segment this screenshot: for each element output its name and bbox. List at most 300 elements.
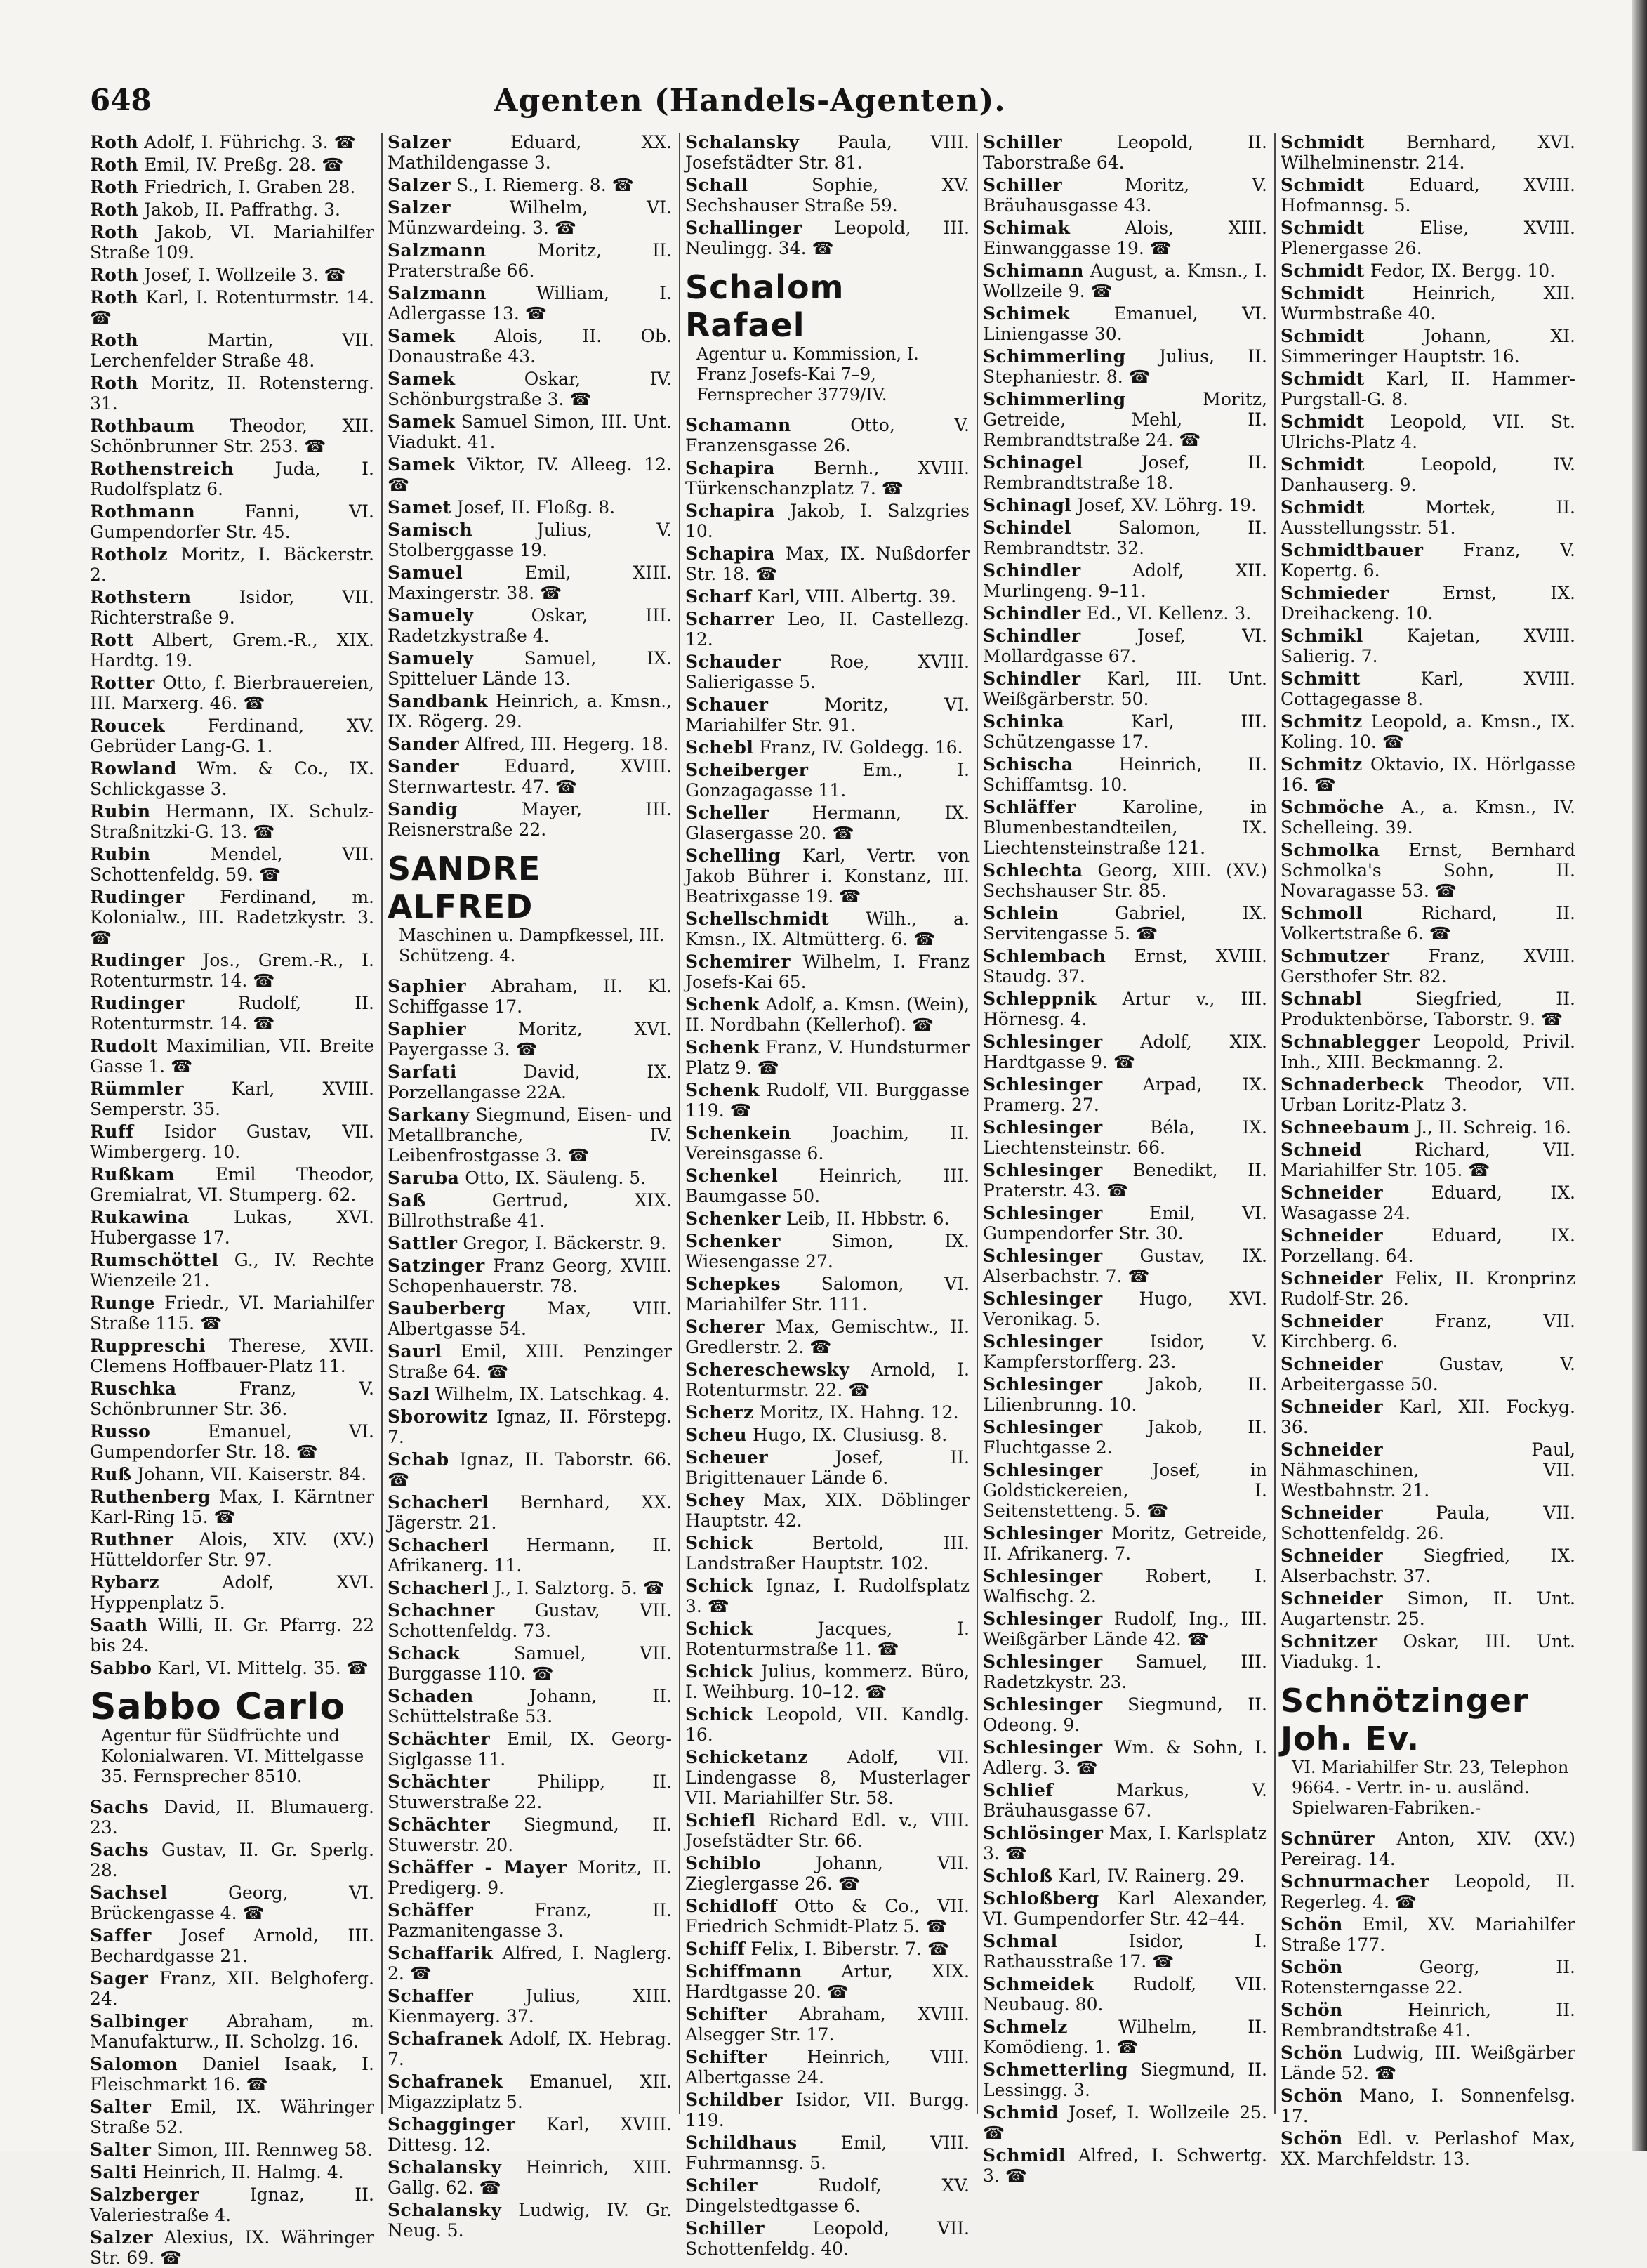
entry-details: Simon, IX. Wiesengasse 27. [685,1231,970,1272]
entry-surname: Roth [90,265,139,285]
entry-details: Béla, IX. Liechtensteinstr. 66. [983,1117,1267,1158]
directory-entry [388,1600,672,1641]
directory-entry [1281,2128,1575,2169]
entry-surname: Schäffer - Mayer [388,1857,567,1878]
column-2 [388,132,673,2241]
entry-surname: Schab [388,1449,449,1470]
entry-surname: Rümmler [90,1079,184,1099]
entry-surname: Schick [685,1618,753,1639]
directory-entry [90,544,374,585]
entry-details: Adolf, XVI. Hyppenplatz 5. [90,1572,374,1613]
directory-entry [1281,1439,1575,1501]
entry-surname: Schlösinger [983,1823,1104,1843]
entry-details: Bertold, III. Landstraßer Hauptstr. 102. [685,1533,970,1574]
entry-surname: Schifter [685,2004,767,2024]
entry-details: Karl, II. Hammer-Purgstall-G. 8. [1281,369,1575,409]
entry-surname: Schnaderbeck [1281,1074,1424,1095]
entry-details: Adolf, a. Kmsn. (Wein), II. Nordbahn (Kellerhof). ☎ [685,994,970,1035]
directory-entry [388,1233,672,1253]
entry-surname: Schlesinger [983,1609,1103,1629]
entry-details: Isidor, VII. Burgg. 119. [685,2090,970,2130]
entry-details: Jacques, I. Rotenturmstraße 11. ☎ [685,1618,970,1659]
entry-surname: Schlesinger [983,1374,1103,1395]
entry-details: Lukas, XVI. Hubergasse 17. [90,1207,375,1248]
directory-entry [90,2054,374,2095]
entry-details: Franz, IV. Goldegg. 16. [759,737,963,758]
entry-surname: Schlembach [983,946,1106,966]
entry-details: Theodor, XII. Schönbrunner Str. 253. ☎ [90,416,374,456]
entry-surname: Schelling [685,845,781,866]
entry-details: Oktavio, IX. Hörlgasse 16. ☎ [1281,754,1575,795]
directory-entry [1281,1031,1575,1072]
entry-surname: Salzer [388,132,451,152]
directory-entry [1281,1545,1575,1586]
entry-details: Max, XIX. Döblinger Hauptstr. 42. [685,1490,970,1531]
entry-surname: Schamann [685,415,791,435]
entry-details: Moritz, IX. Hahng. 12. [759,1402,959,1423]
entry-surname: Sander [388,756,459,777]
entry-surname: Roth [90,132,139,152]
entry-details: Bernhard, XX. Jägerstr. 21. [388,1492,672,1533]
entry-details: Adolf, VII. Lindengasse 8, Musterlager VII. Mariahilfer Str. 58. [685,1747,970,1808]
directory-entry [90,2140,374,2160]
directory-entry [983,389,1267,450]
advertisement-block [90,1688,374,1787]
entry-surname: Schacherl [388,1535,489,1555]
entry-details: Wm. & Co., IX. Schlickgasse 3. [90,758,374,799]
directory-entry [685,2047,970,2088]
entry-surname: Russo [90,1421,151,1442]
entry-surname: Schauer [685,694,769,715]
entry-details: Max, I. Karlsplatz 3. ☎ [983,1823,1267,1864]
directory-entry [388,1986,672,2026]
entry-details: Ferdinand, XV. Gebrüder Lang-G. 1. [90,716,374,756]
directory-entry [90,1572,374,1613]
directory-entry [388,1190,672,1231]
entry-surname: Schächter [388,1729,491,1749]
entry-surname: Schnabl [1281,989,1363,1009]
entry-details: Emil, XV. Mariahilfer Straße 177. [1281,1914,1575,1955]
entry-details: Leopold, a. Kmsn., IX. Koling. 10. ☎ [1281,711,1576,752]
entry-surname: Schmidt [1281,497,1365,517]
entry-surname: Schnablegger [1281,1031,1420,1052]
entry-surname: Salti [90,2162,138,2182]
entry-surname: Schiler [685,2175,758,2196]
entry-details: Moritz, Getreide, Mehl, II. Rembrandtstraße 24. ☎ [983,389,1267,450]
directory-entry [90,630,374,671]
entry-details: Samuel, IX. Spitteluer Lände 13. [388,648,672,689]
directory-entry [685,1704,970,1745]
entry-surname: Schindel [983,517,1072,538]
directory-entry [1281,797,1575,838]
entry-details: Karl, IV. Rainerg. 29. [1058,1866,1245,1886]
directory-entry [1281,283,1575,324]
entry-surname: Samek [388,326,456,346]
directory-entry [983,1031,1267,1072]
directory-entry [90,1250,374,1291]
entry-surname: Roth [90,199,139,220]
directory-entry [90,501,374,542]
entry-surname: Sandig [388,799,458,819]
directory-entry [388,175,672,195]
entry-surname: Schneider [1281,1182,1384,1203]
entry-details: Juda, I. Rudolfsplatz 6. [90,459,374,499]
entry-details: Alois, XIV. (XV.) Hütteldorfer Str. 97. [90,1529,374,1570]
directory-entry [685,1208,970,1229]
entry-surname: Samuel [388,562,463,583]
entry-details: Ignaz, II. Förstерg. 7. [388,1406,673,1447]
entry-details: Karl Alexander, VI. Gumpendorfer Str. 42–44. [983,1888,1267,1929]
entry-details: Josef, XV. Löhrg. 19. [1077,495,1257,515]
entry-surname: Scheller [685,803,769,823]
entry-surname: Rybarz [90,1572,159,1593]
entry-surname: Samet [388,497,451,517]
entry-details: Heinrich, II. Schiffamtsg. 10. [983,754,1267,795]
directory-entry [983,1609,1267,1649]
directory-entry [983,1203,1267,1244]
entry-surname: Schimann [983,261,1084,281]
entry-surname: Roucek [90,716,166,736]
entry-surname: Schenker [685,1208,781,1229]
directory-entry [388,132,672,173]
advertisement-title: SANDRE ALFRED [388,850,541,925]
entry-details: Gustav, II. Gr. Sperlg. 28. [90,1840,374,1880]
directory-entry [388,1255,672,1296]
entry-details: Jakob, II. Fluchtgasse 2. [983,1417,1267,1458]
entry-surname: Roth [90,287,139,308]
entry-surname: Sachs [90,1840,150,1860]
directory-entry [1281,261,1575,281]
entry-details: Ignaz, I. Rudolfsplatz 3. ☎ [685,1576,970,1616]
directory-entry [685,694,970,735]
directory-entry [90,1464,374,1484]
directory-entry [983,2102,1267,2143]
directory-entry [685,1425,970,1445]
entry-surname: Schlesinger [983,1417,1103,1437]
entry-details: Karoline, in Blumenbestandteilen, IX. Liechtensteinstraße 121. [983,797,1267,858]
directory-entry [388,369,672,409]
entry-details: Siegfried, IX. Alserbachstr. 37. [1281,1545,1576,1586]
advertisement-text: Agentur u. Kommission, I. Franz Josefs-Kai 7–9, Fernsprecher 3779/IV. [696,344,919,404]
directory-entry [388,1406,672,1447]
entry-surname: Schaffer [388,1986,474,2006]
directory-entry [685,1402,970,1423]
directory-entry [90,1529,374,1570]
entry-surname: Salzer [90,2227,154,2248]
entry-surname: Schiller [983,132,1063,152]
directory-entry [983,1246,1267,1286]
directory-entry [685,1166,970,1206]
entry-details: Paul, Nähmaschinen, VII. Westbahnstr. 21. [1281,1439,1575,1501]
entry-details: Heinrich, II. Halmg. 4. [143,2162,344,2182]
entry-surname: Schalansky [685,132,800,152]
directory-entry [90,459,374,499]
directory-entry [685,1123,970,1163]
entry-details: A., a. Kmsn., IV. Schelleing. 39. [1281,797,1575,838]
advertisement-title: Schalom Rafael [685,268,845,344]
entry-surname: Saurl [388,1341,442,1362]
entry-surname: Schaden [388,1686,474,1706]
entry-details: J., II. Schreig. 16. [1415,1117,1571,1138]
directory-entry [1281,1182,1575,1223]
entry-details: Siegmund, II. Lessingg. 3. [983,2059,1267,2100]
directory-entry [90,758,374,799]
entry-surname: Schiller [983,175,1063,195]
entry-surname: Schnitzer [1281,1631,1378,1651]
entry-surname: Schey [685,1490,745,1510]
entry-surname: Schlesinger [983,1566,1103,1586]
entry-surname: Schlein [983,903,1059,923]
directory-entry [388,1857,672,1898]
entry-details: Johann, XI. Simmeringer Hauptstr. 16. [1281,326,1575,367]
entry-details: Otto, IX. Säuleng. 5. [465,1168,647,1188]
entry-surname: Samuely [388,648,474,668]
column-3 [685,132,970,2259]
directory-entry [1281,1225,1575,1266]
entry-surname: Sattler [388,1233,458,1253]
entry-details: Sophie, XV. Sechshauser Straße 59. [685,175,970,216]
directory-entry [388,326,672,367]
entry-details: Franz, V. Hundsturmer Platz 9. ☎ [685,1037,970,1078]
entry-surname: Schapira [685,543,775,564]
entry-surname: Schenk [685,1080,760,1100]
entry-surname: Schlesinger [983,1288,1103,1309]
directory-entry [685,1896,970,1937]
entry-surname: Salzer [388,175,451,195]
entry-surname: Schlesinger [983,1074,1103,1095]
directory-entry [90,1164,374,1205]
directory-entry [1281,218,1575,258]
entry-details: Siegmund, II. Stuwerstr. 20. [388,1814,672,1855]
entry-surname: Schick [685,1704,753,1725]
entry-details: Paula, VII. Schottenfeldg. 26. [1281,1503,1576,1543]
entry-surname: Schapira [685,458,775,478]
entry-surname: Sauberberg [388,1298,506,1319]
directory-entry [685,994,970,1035]
entry-details: Karl, XVIII. Semperstr. 35. [90,1079,374,1119]
advertisement-text: Agentur für Südfrüchte und Kolonialwaren. VI. Mittelgasse 35. Fernsprecher 8510. [101,1726,364,1786]
entry-surname: Ruppreschi [90,1336,206,1356]
entry-surname: Rußkam [90,1164,175,1185]
directory-entry [983,1737,1267,1778]
directory-entry [983,1566,1267,1607]
entry-details: Josef, II. Floßg. 8. [456,497,616,517]
entry-surname: Schenk [685,1037,760,1057]
entry-surname: Schischa [983,754,1073,774]
entry-surname: Schlesinger [983,1737,1103,1758]
entry-surname: Rukawina [90,1207,190,1227]
entry-details: Emanuel, VI. Gumpendorfer Str. 18. ☎ [90,1421,375,1462]
entry-details: Emil, IX. Georg-Siglgasse 11. [388,1729,672,1769]
entry-surname: Rudinger [90,993,185,1013]
running-head: Agenten (Handels-Agenten). [494,83,1006,119]
entry-surname: Schmeidek [983,1974,1094,1994]
entry-surname: Roth [90,373,139,393]
entry-details: Isidor Gustav, VII. Wimbergerg. 10. [90,1121,374,1162]
entry-surname: Schlesinger [983,1460,1103,1480]
directory-entry [90,265,374,285]
directory-entry [90,2097,374,2137]
entry-surname: Schick [685,1661,753,1682]
entry-surname: Schlief [983,1780,1054,1800]
entry-details: Hugo, IX. Clusiusg. 8. [753,1425,948,1445]
entry-details: Julius, XIII. Kienmayerg. 37. [388,1986,673,2026]
entry-surname: Schall [685,175,748,195]
directory-entry [983,754,1267,795]
directory-entry [685,2132,970,2173]
entry-details: Mendel, VII. Schottenfeldg. 59. ☎ [90,844,374,885]
entry-details: Ludwig, III. Weißgärber Lände 52. ☎ [1281,2043,1575,2083]
entry-details: David, II. Blumauerg. 23. [90,1797,374,1838]
entry-details: Max, IX. Nußdorfer Str. 18. ☎ [685,543,970,584]
entry-details: Josef, I. Wollzeile 25. ☎ [983,2102,1267,2143]
entry-details: Oskar, III. Radetzkystraße 4. [388,605,672,646]
entry-details: Franz Georg, XVIII. Schopenhauerstr. 78. [388,1255,672,1296]
advertisement-block [685,268,970,405]
entry-details: Ignaz, II. Taborstr. 66. ☎ [388,1449,672,1490]
directory-entry [1281,326,1575,367]
directory-entry [388,1814,672,1855]
entry-details: Artur, XIX. Hardtgasse 20. ☎ [685,1961,970,2002]
entry-details: Leopold, Privil. Inh., XIII. Beckmanng. 2. [1281,1031,1575,1072]
entry-details: Eduard, XVIII. Hofmannsg. 5. [1281,175,1575,216]
entry-surname: Schneid [1281,1140,1363,1160]
entry-details: Leopold, II. Taborstraße 64. [983,132,1268,173]
entry-surname: Schiller [685,2218,765,2239]
entry-details: Eduard, XVIII. Sternwartestr. 47. ☎ [388,756,672,797]
directory-entry [983,797,1267,858]
entry-details: Heinrich, III. Baumgasse 50. [685,1166,970,1206]
entry-surname: Roth [90,222,139,242]
directory-entry [1281,454,1575,495]
directory-entry [983,261,1267,301]
entry-details: Samuel Simon, III. Unt. Viadukt. 41. [388,411,673,452]
entry-surname: Ruschka [90,1378,177,1399]
entry-surname: Schinagel [983,452,1083,473]
entry-details: Leopold, VII. Kandlg. 16. [685,1704,970,1745]
directory-entry [90,154,374,175]
entry-surname: Scheiberger [685,760,809,780]
entry-details: Gustav, IX. Alserbachstr. 7. ☎ [983,1246,1267,1286]
entry-details: Moritz, XVI. Payergasse 3. ☎ [388,1019,672,1060]
entry-surname: Schellschmidt [685,909,830,929]
entry-surname: Rott [90,630,134,650]
entry-details: Leopold, VII. St. Ulrichs-Platz 4. [1281,411,1575,452]
directory-entry [983,1374,1267,1415]
directory-entry [1281,1588,1575,1629]
entry-details: Richard, VII. Mariahilfer Str. 105. ☎ [1281,1140,1575,1180]
entry-surname: Rotholz [90,544,168,565]
directory-entry [685,909,970,949]
directory-entry [685,218,970,258]
entry-details: Viktor, IV. Alleeg. 12. ☎ [388,454,673,495]
entry-surname: Schmid [983,2102,1059,2123]
entry-surname: Schmidt [1281,283,1365,303]
entry-surname: Schmöche [1281,797,1384,817]
directory-entry [90,330,374,371]
entry-details: Ernst, IX. Dreihackeng. 10. [1281,583,1575,624]
directory-entry [90,950,374,991]
entry-details: Leopold, III. Neulingg. 34. ☎ [685,218,970,258]
entry-surname: Schneider [1281,1588,1384,1609]
directory-entry [685,951,970,992]
directory-entry [90,1121,374,1162]
directory-entry [90,373,374,414]
entry-surname: Schneider [1281,1397,1384,1417]
directory-entry [388,454,672,495]
entry-details: Friedrich, I. Graben 28. [144,177,356,197]
entry-surname: Schäffer [388,1900,474,1920]
directory-entry [1281,583,1575,624]
entry-surname: Schmidt [1281,454,1365,475]
entry-details: Salomon, II. Rembrandtstr. 32. [983,517,1267,558]
entry-surname: Schlesinger [983,1523,1103,1543]
entry-details: Rudolf, Ing., III. Weißgärber Lände 42. ☎ [983,1609,1267,1649]
entry-details: Alois, II. Ob. Donaustraße 43. [388,326,672,367]
entry-surname: Schagginger [388,2114,516,2135]
directory-entry [90,1378,374,1419]
directory-entry [388,1019,672,1060]
entry-surname: Schneider [1281,1503,1384,1523]
entry-surname: Schneider [1281,1439,1384,1460]
entry-details: Joachim, II. Vereinsgasse 6. [685,1123,970,1163]
advertisement-text: Maschinen u. Dampfkessel, III. Schützeng. 4. [399,925,665,965]
entry-details: Franz, XII. Belghoferg. 24. [90,1968,374,2009]
entry-details: Moritz, II. Predigerg. 9. [388,1857,673,1898]
entry-details: Alfred, III. Hegerg. 18. [464,734,669,754]
directory-entry [90,1421,374,1462]
directory-entry [983,560,1267,601]
directory-entry [388,1729,672,1769]
entry-surname: Saffer [90,1925,152,1946]
entry-details: Robert, I. Walfischg. 2. [983,1566,1268,1607]
directory-entry [1281,2043,1575,2083]
entry-details: Johann, VII. Kaiserstr. 84. [137,1464,367,1484]
directory-entry [983,1780,1267,1821]
directory-entry [685,458,970,499]
directory-entry [983,2059,1267,2100]
entry-details: Roe, XVIII. Salierigasse 5. [685,652,970,692]
entry-details: Wilhelm, I. Franz Josefs-Kai 65. [685,951,970,992]
directory-entry [388,1384,672,1404]
directory-entry [983,517,1267,558]
entry-details: Wilhelm, VI. Münzwardeing. 3. ☎ [388,197,672,238]
directory-entry [388,1578,672,1598]
entry-surname: Sazl [388,1384,430,1404]
entry-surname: Schlesinger [983,1694,1103,1715]
entry-details: Josef Arnold, III. Bechardgasse 21. [90,1925,374,1966]
entry-surname: Scheu [685,1425,748,1445]
directory-entry [1281,1268,1575,1309]
entry-details: Artur v., III. Hörnesg. 4. [983,989,1268,1029]
entry-surname: Schiefl [685,1810,756,1831]
directory-entry [685,1661,970,1702]
advertisement-block [388,850,672,966]
entry-details: Kajetan, XVIII. Salierig. 7. [1281,626,1575,666]
entry-surname: Schnürer [1281,1828,1375,1849]
directory-entry [1281,668,1575,709]
entry-surname: Schmelz [983,2017,1069,2037]
directory-entry [388,1943,672,1984]
directory-entry [1281,132,1575,173]
entry-surname: Schindler [983,560,1081,581]
entry-surname: Samuely [388,605,474,626]
directory-entry [90,801,374,842]
entry-surname: Schafranek [388,2071,503,2092]
entry-details: Gertrud, XIX. Billrothstraße 41. [388,1190,672,1231]
entry-surname: Samisch [388,520,473,540]
directory-entry [388,1900,672,1941]
